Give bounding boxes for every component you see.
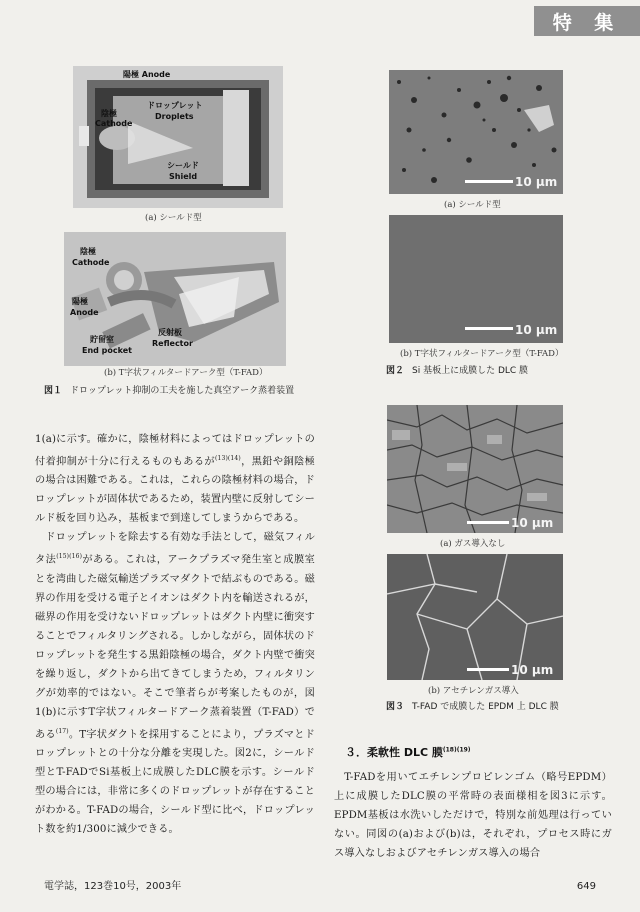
section-heading [345,744,471,760]
fig2a-scale-label: 10 μm [515,175,558,189]
section-tag: 特 集 [534,6,640,36]
section-heading-text: ３．柔軟性 DLC 膜 [345,746,443,759]
fig2b-scale-label: 10 μm [515,323,558,337]
p2-ref2: (17) [55,727,69,735]
figure2-title-text: Si 基板上に成膜した DLC 膜 [412,366,529,376]
figure2b-micrograph [389,215,563,343]
figure2a-image [389,70,563,194]
fig3a-scale-label: 10 μm [511,516,554,530]
figure3b-image [387,554,563,680]
figure1a-shield-diagram [73,66,283,208]
figure3a-micrograph [387,405,563,533]
figure1a-illustration [73,66,283,208]
figure3b-micrograph [387,554,563,680]
figure1a-caption: (a) シールド型 [145,213,202,223]
body-right-column [334,768,612,863]
fig1a-anode-label: 陽極 Anode [123,70,171,79]
figure1-title-text: ドロップレット抑制の工夫を施した真空アーク蒸着装置 [70,386,295,396]
figure1-number: 図１ [44,386,63,396]
fig1b-pocket-en: End pocket [82,346,132,355]
fig1a-cathode-en: Cathode [95,119,133,128]
fig3b-scale-label: 10 μm [511,663,554,677]
section-paragraph: T-FADを用いてエチレンプロピレンゴム（略号EPDM）上に成膜したDLC膜の平常時の表面様相を図3に示す。EPDM基板は水洗いしただけで，特別な前処理は行っていない。同図の(a)および(b)は，それぞれ，プロセス時にガス導入なしおよびアセチレンガス導入の場合 [334,772,612,859]
figure3-title-text: T-FAD で成膜した EPDM 上 DLC 膜 [412,702,559,712]
fig1b-anode-jp: 陽極 [72,297,88,306]
figure2-title [386,364,606,379]
p2-text-b: がある。これは，アークプラズマ発生室と成膜室とを湾曲した磁気輸送プラズマダクトで結ぶものである。磁界の作用を受ける電子とイオンはダクト内を輸送されるが，磁界の作用を受けないドロップレットはダクト内壁に衝突することでフィルタリングされる。しかしながら，固体状のドロップレットを発生する黒鉛陰極の場合，ダクト内壁で衝突を繰り返し，ダクトから出てきてしまうため，フィルタリングが効率的ではない。そこで筆者らが考案したものが，図1(b)に示すT字状フィルタードアーク蒸着装置（T-FAD）である [35,554,315,741]
figure1b-caption: (b) T字状フィルタードアーク型（T-FAD） [104,368,268,378]
figure2-number: 図２ [386,366,405,376]
figure2b-caption: (b) T字状フィルタードアーク型（T-FAD） [400,349,564,359]
figure1b-tfad-diagram [64,232,286,366]
figure3a-caption: (a) ガス導入なし [440,539,506,549]
p1-text-a: 1(a)に示す。確かに，陰極材料によってはドロップレットの付着抑制が十分に行えるものもあるが [35,434,315,468]
p1-text-b: ，黒鉛や銅陰極の場合は困難である。これは，これらの陰極材料の場合，ドロップレットが固体状であるため，装置内壁に反射してシールド板を回り込み，基板まで到達してしまうからである。 [35,456,315,525]
fig1a-shield-jp: シールド [167,161,199,170]
p1-ref: (13)(14) [215,455,241,462]
figure2a-micrograph [389,70,563,194]
body-paragraph-2 [35,528,315,839]
p2-text-a: ドロップレットを除去する有効な手法として，磁気フィルタ法 [35,532,315,566]
figure2b-image [389,215,563,343]
footer-page-number: 649 [576,881,596,892]
fig1b-cathode-jp: 陰極 [80,247,96,256]
figure1-title [44,384,310,399]
figure3b-caption: (b) アセチレンガス導入 [428,686,519,696]
p2-text-c: 。T字状ダクトを採用することにより，プラズマとドロップレットとの十分な分離を実現した。図2に，シールド型とT-FADでSi基板上に成膜したDLC膜を示す。シールド型の場合には，非常に多くのドロップレットが存在することがわかる。T-FADの場合，シールド型に比べ，ドロップレット数を約1/300に減少できる。 [35,729,315,836]
body-paragraph-1 [35,430,315,528]
fig1a-droplet-jp: ドロップレット [147,101,203,110]
figure3-number: 図３ [386,702,405,712]
section-heading-ref: (18)(19) [442,746,471,754]
fig1b-cathode-en: Cathode [72,258,110,267]
figure3a-image [387,405,563,533]
fig1a-shield-en: Shield [169,172,198,181]
fig1b-reflector-jp: 反射板 [158,328,182,337]
fig1b-anode-en: Anode [70,308,99,317]
figure2a-caption: (a) シールド型 [444,200,501,210]
p2-ref1: (15)(16) [56,553,83,561]
fig1a-droplet-en: Droplets [155,112,194,121]
figure1b-illustration [64,232,286,366]
figure3-title [386,700,606,715]
body-left-column [35,430,315,839]
fig1a-cathode-jp: 陰極 [101,109,117,118]
fig1b-pocket-jp: 貯留室 [90,335,114,344]
fig1b-reflector-en: Reflector [152,339,193,348]
footer-journal: 電学誌，123巻10号，2003年 [44,881,182,892]
